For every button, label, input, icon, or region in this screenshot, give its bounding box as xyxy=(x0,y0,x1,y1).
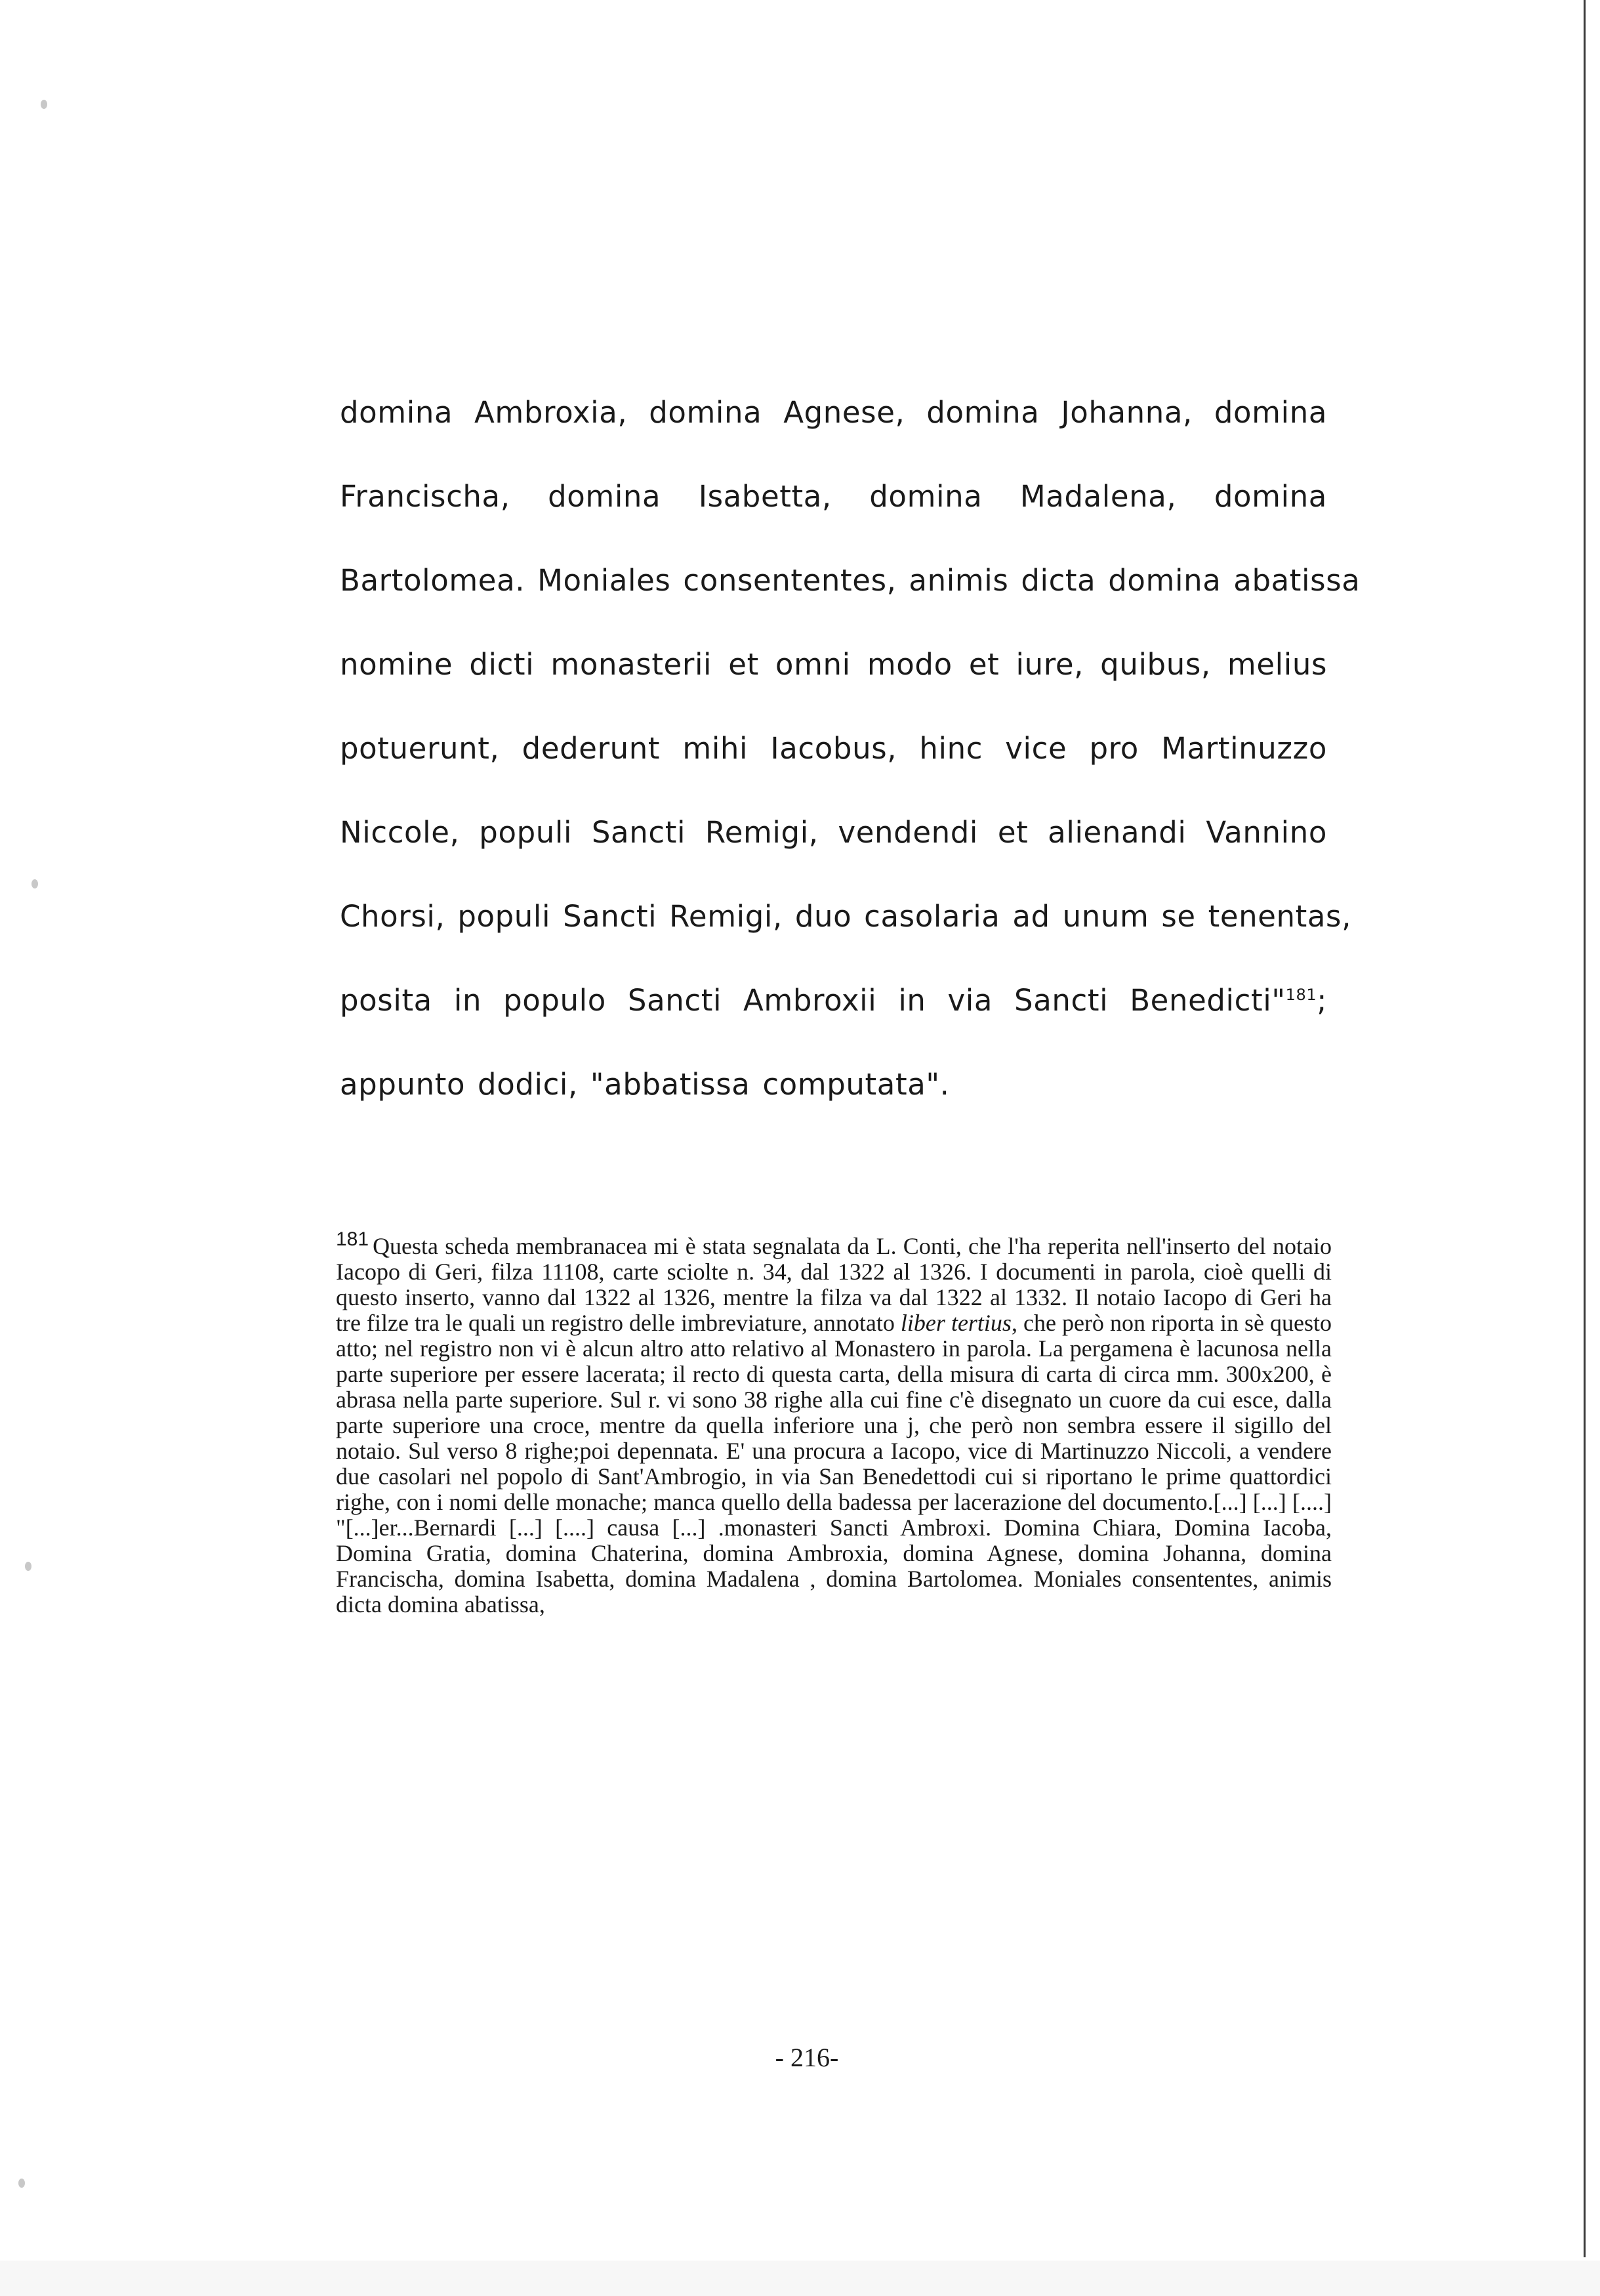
main-text-line: potuerunt, dederunt mihi Iacobus, hinc vice pro Martinuzzo xyxy=(340,731,1327,766)
footnote-number: 181 xyxy=(336,1228,369,1250)
footnote-text: Questa scheda membranacea mi è stata segnalata da L. Conti, che l'ha reperita nell'inserto del notaio Iacopo di Geri, filza 11108, carte sciolte n. 34, dal 1322 al 1326. I documenti in parola, cioè quelli di questo inserto, vanno dal 1322 al 1326, mentre la filza va dal 1322 al 1332. Il notaio Iacopo di Geri ha tre filze tra le quali un registro delle imbreviature, annotato xyxy=(336,1233,1332,1336)
punch-hole-mark xyxy=(25,1562,31,1571)
main-text-line: Niccole, populi Sancti Remigi, vendendi et alienandi Vannino xyxy=(340,815,1327,850)
punch-hole-mark xyxy=(31,879,38,888)
footnote xyxy=(336,1228,1332,1618)
main-text-line: nomine dicti monasterii et omni modo et iure, quibus, melius xyxy=(340,647,1327,682)
main-text-line: Bartolomea. Moniales consententes, animis dicta domina abatissa xyxy=(340,563,1361,598)
page-number: - 216- xyxy=(775,2043,839,2072)
footnote-italic-title: liber tertius xyxy=(900,1310,1012,1336)
main-text-line-tail: ; xyxy=(1317,983,1327,1018)
scan-edge-right xyxy=(1584,0,1586,2257)
main-text-line: domina Ambroxia, domina Agnese, domina Johanna, domina xyxy=(340,395,1327,430)
punch-hole-mark xyxy=(41,100,47,109)
scan-edge-bottom xyxy=(0,2261,1600,2296)
footnote-reference[interactable]: 181 xyxy=(1285,986,1317,1004)
main-text-block xyxy=(340,371,1361,1127)
main-text-line: appunto dodici, "abbatissa computata". xyxy=(340,1067,950,1102)
main-text-line-with-ref xyxy=(340,959,1327,1043)
main-text-line: Chorsi, populi Sancti Remigi, duo casolaria ad unum se tenentas, xyxy=(340,899,1351,934)
footnote-text: , che però non riporta in sè questo atto; nel registro non vi è alcun altro atto relativo al Monastero in parola. La pergamena è lacunosa nella parte superiore per essere lacerata; il recto di questa carta, della misura di carta di circa mm. 300x200, è abrasa nella parte superiore. Sul r. vi sono 38 righe alla cui fine c'è disegnato un cuore da cui esce, dalla parte superiore una croce, mentre da quella inferiore una j, che però non sembra essere il sigillo del notaio. Sul verso 8 righe;poi depennata. E' una procura a Iacopo, vice di Martinuzzo Niccoli, a vendere due casolari nel popolo di Sant'Ambrogio, in via San Benedettodi cui si riportano le prime quattordici righe, con i nomi delle monache; manca quello della badessa per lacerazione del documento.[...] [...] [....] "[...]er...Bernardi [...] [....] causa [...] .monasteri Sancti Ambroxi. Domina Chiara, Domina Iacoba, Domina Gratia, domina Chaterina, domina Ambroxia, domina Agnese, domina Johanna, domina Francischa, domina Isabetta, domina Madalena , domina Bartolomea. Moniales consententes, animis dicta domina abatissa, xyxy=(336,1310,1332,1618)
main-text-line: posita in populo Sancti Ambroxii in via Sancti Benedicti" xyxy=(340,983,1286,1018)
punch-hole-mark xyxy=(18,2179,25,2188)
main-text-line: Francischa, domina Isabetta, domina Madalena, domina xyxy=(340,479,1327,514)
